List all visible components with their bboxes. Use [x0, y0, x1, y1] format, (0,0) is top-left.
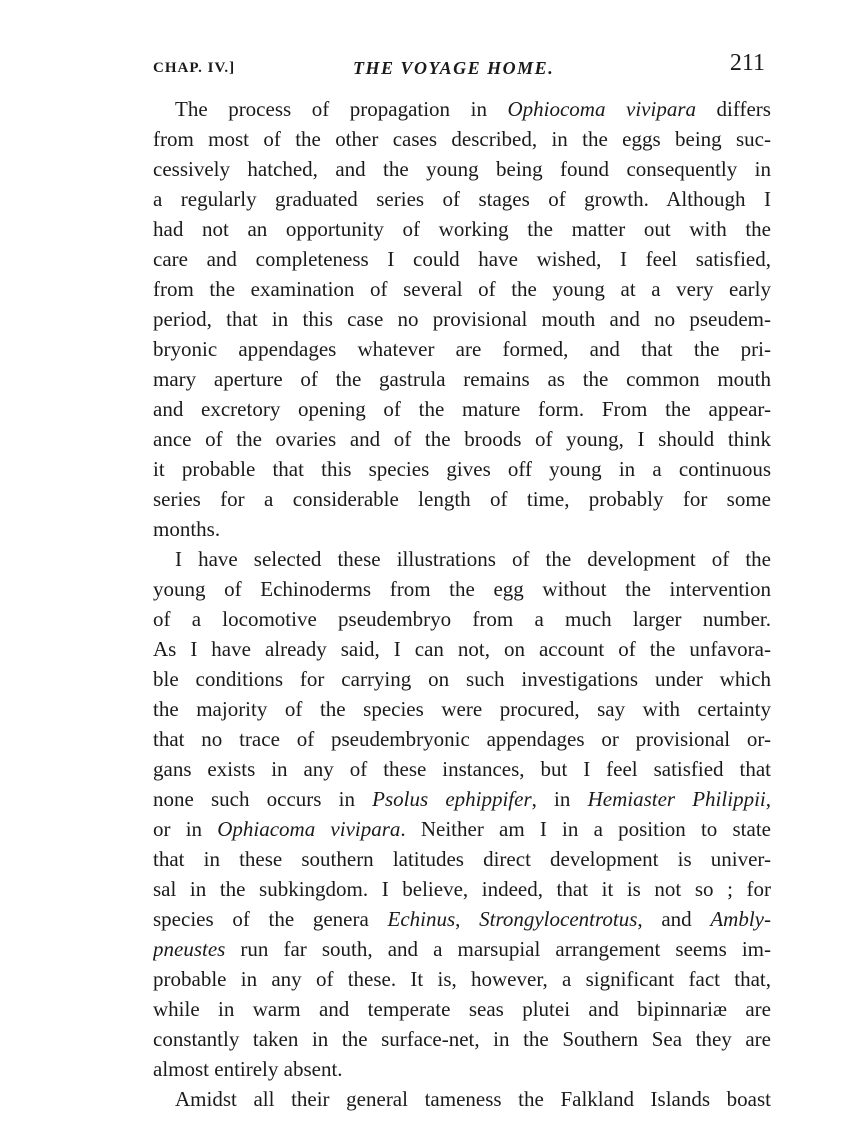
text-line	[153, 1054, 771, 1084]
text-line	[153, 94, 771, 124]
text-line	[153, 904, 771, 934]
italic-text-run: Hemiaster Philippii	[587, 787, 766, 811]
paragraph	[153, 94, 771, 544]
text-run: run far south, and a marsupial arrangement seems im-	[225, 937, 771, 961]
text-line	[153, 154, 771, 184]
text-run: . Neither am I in a position to state	[400, 817, 771, 841]
text-run: , in	[531, 787, 588, 811]
running-head	[153, 50, 765, 84]
italic-text-run: Ophiocoma vivipara	[507, 97, 696, 121]
text-run: constantly taken in the surface-net, in the Southern Sea they are	[153, 1027, 771, 1051]
text-run: ,	[455, 907, 480, 931]
text-line	[153, 364, 771, 394]
text-run: care and completeness I could have wished, I feel satisfied,	[153, 247, 771, 271]
text-run: young of Echinoderms from the egg without the intervention	[153, 577, 771, 601]
text-run: while in warm and temperate seas plutei and bipinnariæ are	[153, 997, 771, 1021]
text-run: and excretory opening of the mature form. From the appear-	[153, 397, 771, 421]
text-line	[153, 334, 771, 364]
text-line	[153, 214, 771, 244]
text-run: a regularly graduated series of stages of growth. Although I	[153, 187, 771, 211]
text-line	[153, 484, 771, 514]
text-run: months.	[153, 517, 221, 541]
text-run: gans exists in any of these instances, but I feel satisfied that	[153, 757, 771, 781]
body-text	[153, 94, 771, 1114]
text-run: ble conditions for carrying on such investigations under which	[153, 667, 771, 691]
text-run: that no trace of pseudembryonic appendages or provisional or-	[153, 727, 771, 751]
text-line	[153, 784, 771, 814]
text-line	[153, 1084, 771, 1114]
text-run: ance of the ovaries and of the broods of young, I should think	[153, 427, 771, 451]
text-run: none such occurs in	[153, 787, 373, 811]
text-line	[153, 994, 771, 1024]
text-run: species of the genera	[153, 907, 388, 931]
paragraph	[153, 544, 771, 1084]
text-line	[153, 604, 771, 634]
italic-text-run: pneustes	[153, 937, 226, 961]
text-line	[153, 634, 771, 664]
text-line	[153, 1024, 771, 1054]
text-line	[153, 274, 771, 304]
text-line	[153, 544, 771, 574]
italic-text-run: Echinus	[387, 907, 456, 931]
text-line	[153, 244, 771, 274]
italic-text-run: Ophiacoma vivipara	[217, 817, 401, 841]
text-run: differs	[696, 97, 771, 121]
text-line	[153, 304, 771, 334]
text-run: from the examination of several of the young at a very early	[153, 277, 771, 301]
text-line	[153, 754, 771, 784]
text-line	[153, 874, 771, 904]
text-run: that in these southern latitudes direct development is univer-	[153, 847, 771, 871]
text-run: As I have already said, I can not, on account of the unfavora-	[153, 637, 771, 661]
text-run: I have selected these illustrations of the development of the	[175, 547, 771, 571]
text-run: , and	[637, 907, 711, 931]
text-run: of a locomotive pseudembryo from a much larger number.	[153, 607, 771, 631]
paragraph	[153, 1084, 771, 1114]
page-number: 211	[729, 50, 765, 76]
text-run: Amidst all their general tameness the Falkland Islands boast	[175, 1087, 771, 1111]
text-run: from most of the other cases described, in the eggs being suc-	[153, 127, 771, 151]
text-run: or in	[153, 817, 218, 841]
text-run: had not an opportunity of working the matter out with the	[153, 217, 771, 241]
text-line	[153, 724, 771, 754]
text-run: it probable that this species gives off young in a continuous	[153, 457, 771, 481]
text-line	[153, 664, 771, 694]
text-run: ,	[765, 787, 771, 811]
text-line	[153, 454, 771, 484]
text-line	[153, 424, 771, 454]
italic-text-run: Ambly-	[710, 907, 771, 931]
text-run: cessively hatched, and the young being found consequently in	[153, 157, 771, 181]
italic-text-run: Psolus ephippifer	[372, 787, 532, 811]
text-line	[153, 394, 771, 424]
italic-text-run: Strongylocentrotus	[479, 907, 638, 931]
text-line	[153, 574, 771, 604]
text-line	[153, 934, 771, 964]
text-run: almost entirely absent.	[153, 1057, 343, 1081]
text-line	[153, 844, 771, 874]
text-line	[153, 514, 771, 544]
text-line	[153, 694, 771, 724]
text-run: The process of propagation in	[175, 97, 508, 121]
running-title: THE VOYAGE HOME.	[353, 58, 555, 78]
text-run: the majority of the species were procured, say with certainty	[153, 697, 771, 721]
text-run: sal in the subkingdom. I believe, indeed, that it is not so ; for	[153, 877, 771, 901]
chapter-label: CHAP. IV.]	[153, 60, 236, 76]
text-line	[153, 124, 771, 154]
text-run: mary aperture of the gastrula remains as the common mouth	[153, 367, 771, 391]
text-run: bryonic appendages whatever are formed, and that the pri-	[153, 337, 771, 361]
text-run: probable in any of these. It is, however, a significant fact that,	[153, 967, 771, 991]
text-line	[153, 964, 771, 994]
text-line	[153, 814, 771, 844]
text-line	[153, 184, 771, 214]
text-run: period, that in this case no provisional mouth and no pseudem-	[153, 307, 771, 331]
text-run: series for a considerable length of time, probably for some	[153, 487, 771, 511]
